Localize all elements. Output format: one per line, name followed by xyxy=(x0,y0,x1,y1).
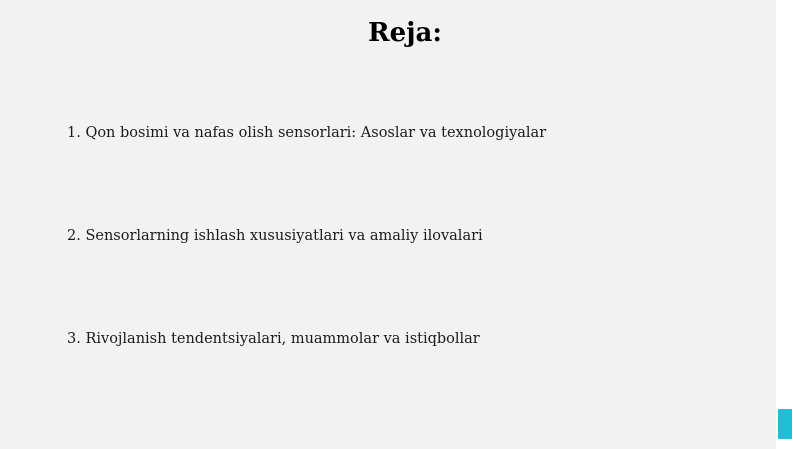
slide-title: Reja: xyxy=(367,18,442,48)
scrollbar-track[interactable] xyxy=(776,0,800,449)
plan-item-1: 1. Qon bosimi va nafas olish sensorlari: Asoslar va texnologiyalar xyxy=(67,125,547,141)
plan-item-2: 2. Sensorlarning ishlash xususiyatlari va amaliy ilovalari xyxy=(67,228,483,244)
plan-item-3: 3. Rivojlanish tendentsiyalari, muammolar va istiqbollar xyxy=(67,331,480,347)
scrollbar-thumb[interactable] xyxy=(778,409,792,439)
